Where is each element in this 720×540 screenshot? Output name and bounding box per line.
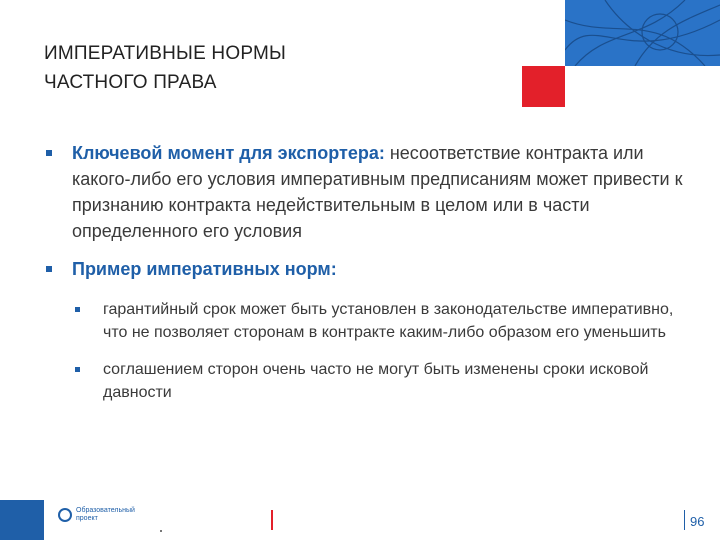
logo-line-2: проект xyxy=(76,515,98,522)
bullet-examples-bold: Пример императивных норм: xyxy=(72,259,337,279)
footer-divider-red xyxy=(271,510,273,530)
footer-decoration-blue xyxy=(0,500,44,540)
footer-dot xyxy=(160,530,162,532)
sub-bullet-limitation-text: соглашением сторон очень часто не могут быть изменены сроки исковой давности xyxy=(103,361,649,401)
logo-globe-icon xyxy=(58,508,72,522)
header-decoration-red xyxy=(522,66,565,107)
header-decoration-blue xyxy=(565,0,720,66)
page-title xyxy=(44,39,286,97)
footer-logo xyxy=(58,507,135,523)
sub-bullet-warranty xyxy=(44,298,694,344)
page-number: 96 xyxy=(690,514,705,529)
footer-divider-blue xyxy=(684,510,685,530)
bullet-key-point-text: несоответствие контракта или какого-либо его условия императивным предписаниям может привести к признанию контракта недействительным в целом или в части определенного его условия xyxy=(72,143,683,241)
title-line-1: ИМПЕРАТИВНЫЕ НОРМЫ xyxy=(44,43,287,64)
decorative-lines-icon xyxy=(565,0,720,66)
logo-line-1: Образовательный xyxy=(76,507,135,514)
bullet-examples xyxy=(44,256,694,282)
slide-content xyxy=(44,140,694,418)
bullet-key-point xyxy=(44,140,694,244)
title-line-2: ЧАСТНОГО ПРАВА xyxy=(44,72,217,93)
logo-text xyxy=(76,507,135,523)
sub-bullet-limitation xyxy=(44,358,694,404)
sub-bullet-warranty-text: гарантийный срок может быть установлен в законодательстве императивно, что не позволяет сторонам в контракте каким-либо образом его уменьшить xyxy=(103,301,674,341)
bullet-key-point-bold: Ключевой момент для экспортера: xyxy=(72,143,385,163)
